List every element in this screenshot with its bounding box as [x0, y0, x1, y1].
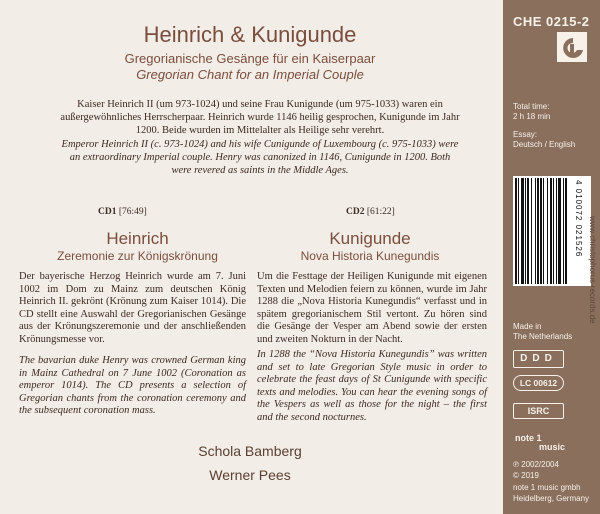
cd2-label: CD2 [346, 207, 365, 217]
isrc-badge: ISRC [513, 403, 564, 419]
cd1-subtitle: Zeremonie zur Königskrönung [57, 249, 218, 263]
cd2-heading [346, 207, 395, 217]
cd1-time: [76:49] [118, 207, 147, 217]
barcode-bars [515, 178, 569, 284]
barcode-bar [553, 178, 554, 284]
copyright: © 2019 [513, 471, 539, 480]
note1-logo [515, 428, 565, 456]
director-name: Werner Pees [209, 467, 291, 483]
cd2-text-en: In 1288 the “Nova Historia Kunegundis” was written and set to late Gregorian Style music in order to celebrate the feast days of St Cunigunde with specific texts and melodies. You can hear the evening songs of the Vespers as well as those for the night – the first and the second nocturnes. [257, 349, 487, 423]
barcode-bar [547, 178, 548, 284]
cd2-title: Kunigunde [329, 229, 411, 248]
barcode-digits: 4 010072 021526 [574, 180, 583, 258]
cd1-title: Heinrich [106, 229, 169, 248]
cd2-time: [61:22] [366, 207, 395, 217]
barcode-bar [550, 178, 552, 284]
essay-label: Essay: [513, 130, 538, 139]
spine-panel [503, 0, 600, 514]
barcode-bar [558, 178, 561, 284]
ensemble-name: Schola Bamberg [198, 443, 302, 459]
barcode-bar [540, 178, 542, 284]
barcode-bar [525, 178, 526, 284]
cd2-text-de: Um die Festtage der Heiligen Kunigunde mit eigenen Texten und Melodien feiern zu können, wurde im Jahr 1288 die „Nova Historia Kunegundis“ verfasst und in spätem gregorianischem Stil vertont. Zu hören sind die Gesänge der Vesper am Abend sowie der ersten und zweiten Nokturn in der Nacht. [257, 271, 487, 345]
barcode-bar [556, 178, 557, 284]
made-in-line-2: The Netherlands [513, 332, 573, 341]
company-name: note 1 music gmbh [513, 483, 581, 492]
note1-logo-music: music [539, 442, 566, 452]
cd1-heading [98, 207, 147, 217]
barcode-bar [535, 178, 536, 284]
barcode-bar [563, 178, 564, 284]
barcode-bar [527, 178, 529, 284]
website-url: www.christophorus-records.de [588, 216, 597, 324]
essay-value: Deutsch / English [513, 140, 576, 149]
cd1-text-de: Der bayerische Herzog Heinrich wurde am 7. Juni 1002 im Dom zu Mainz zum deutschen König Heinrich II. gekrönt (Krönung zum Kaiser 1014). Die CD stellt eine Auswahl der Gregorianischen Gesänge aus der Krönungszeremonie und der anschließenden Krönungsmesse vor. [19, 271, 246, 345]
cd1-label: CD1 [98, 207, 117, 217]
barcode-bar [543, 178, 544, 284]
cd1-text-en: The bavarian duke Henry was crowned German king in Mainz Cathedral on 7 June 1002 (Coronation as emperor 1014). The CD presents a selection of Gregorian chants from the coronation ceremony and the subsequent coronation mass. [19, 355, 246, 416]
barcode-bar [531, 178, 532, 284]
album-subtitle-de: Gregorianische Gesänge für ein Kaiserpaar [124, 51, 376, 66]
total-time-value: 2 h 18 min [513, 112, 551, 121]
album-title: Heinrich & Kunigunde [143, 22, 357, 47]
barcode [513, 176, 597, 324]
phonographic-copyright: ℗ 2002/2004 [513, 460, 559, 469]
catalog-number: CHE 0215-2 [513, 14, 590, 29]
note1-logo-text: note 1 [515, 433, 542, 443]
label-logo-icon [557, 32, 587, 62]
intro-text-en: Emperor Heinrich II (c. 973-1024) and his wife Cunigunde of Luxembourg (c. 975-1033) were an extraordinary Imperial couple. Henry was canonized in 1146, Cunigunde in 1200. Both were revered as saints in the Middle Ages. [61, 139, 459, 176]
intro-text-de: Kaiser Heinrich II (um 973-1024) und seine Frau Kunigunde (um 975-1033) waren ein außergewöhnliches Herrscherpaar. Heinrich wurde 1146 heilig gesprochen, Kunigunde im Jahr 1200. Beide wurden im Mittelalter als Heilige sehr verehrt. [60, 99, 460, 136]
total-time-label: Total time: [513, 102, 550, 111]
ddd-badge: DDD [513, 350, 564, 368]
barcode-bar [565, 178, 567, 284]
company-location: Heidelberg, Germany [513, 494, 590, 503]
barcode-bar [537, 178, 539, 284]
cd2-subtitle: Nova Historia Kunegundis [300, 249, 440, 263]
barcode-bar [521, 178, 524, 284]
lc-badge: LC 00612 [513, 375, 564, 391]
barcode-bar [515, 178, 517, 284]
made-in-line-1: Made in [513, 322, 542, 331]
barcode-bar [518, 178, 519, 284]
album-subtitle-en: Gregorian Chant for an Imperial Couple [136, 67, 364, 82]
